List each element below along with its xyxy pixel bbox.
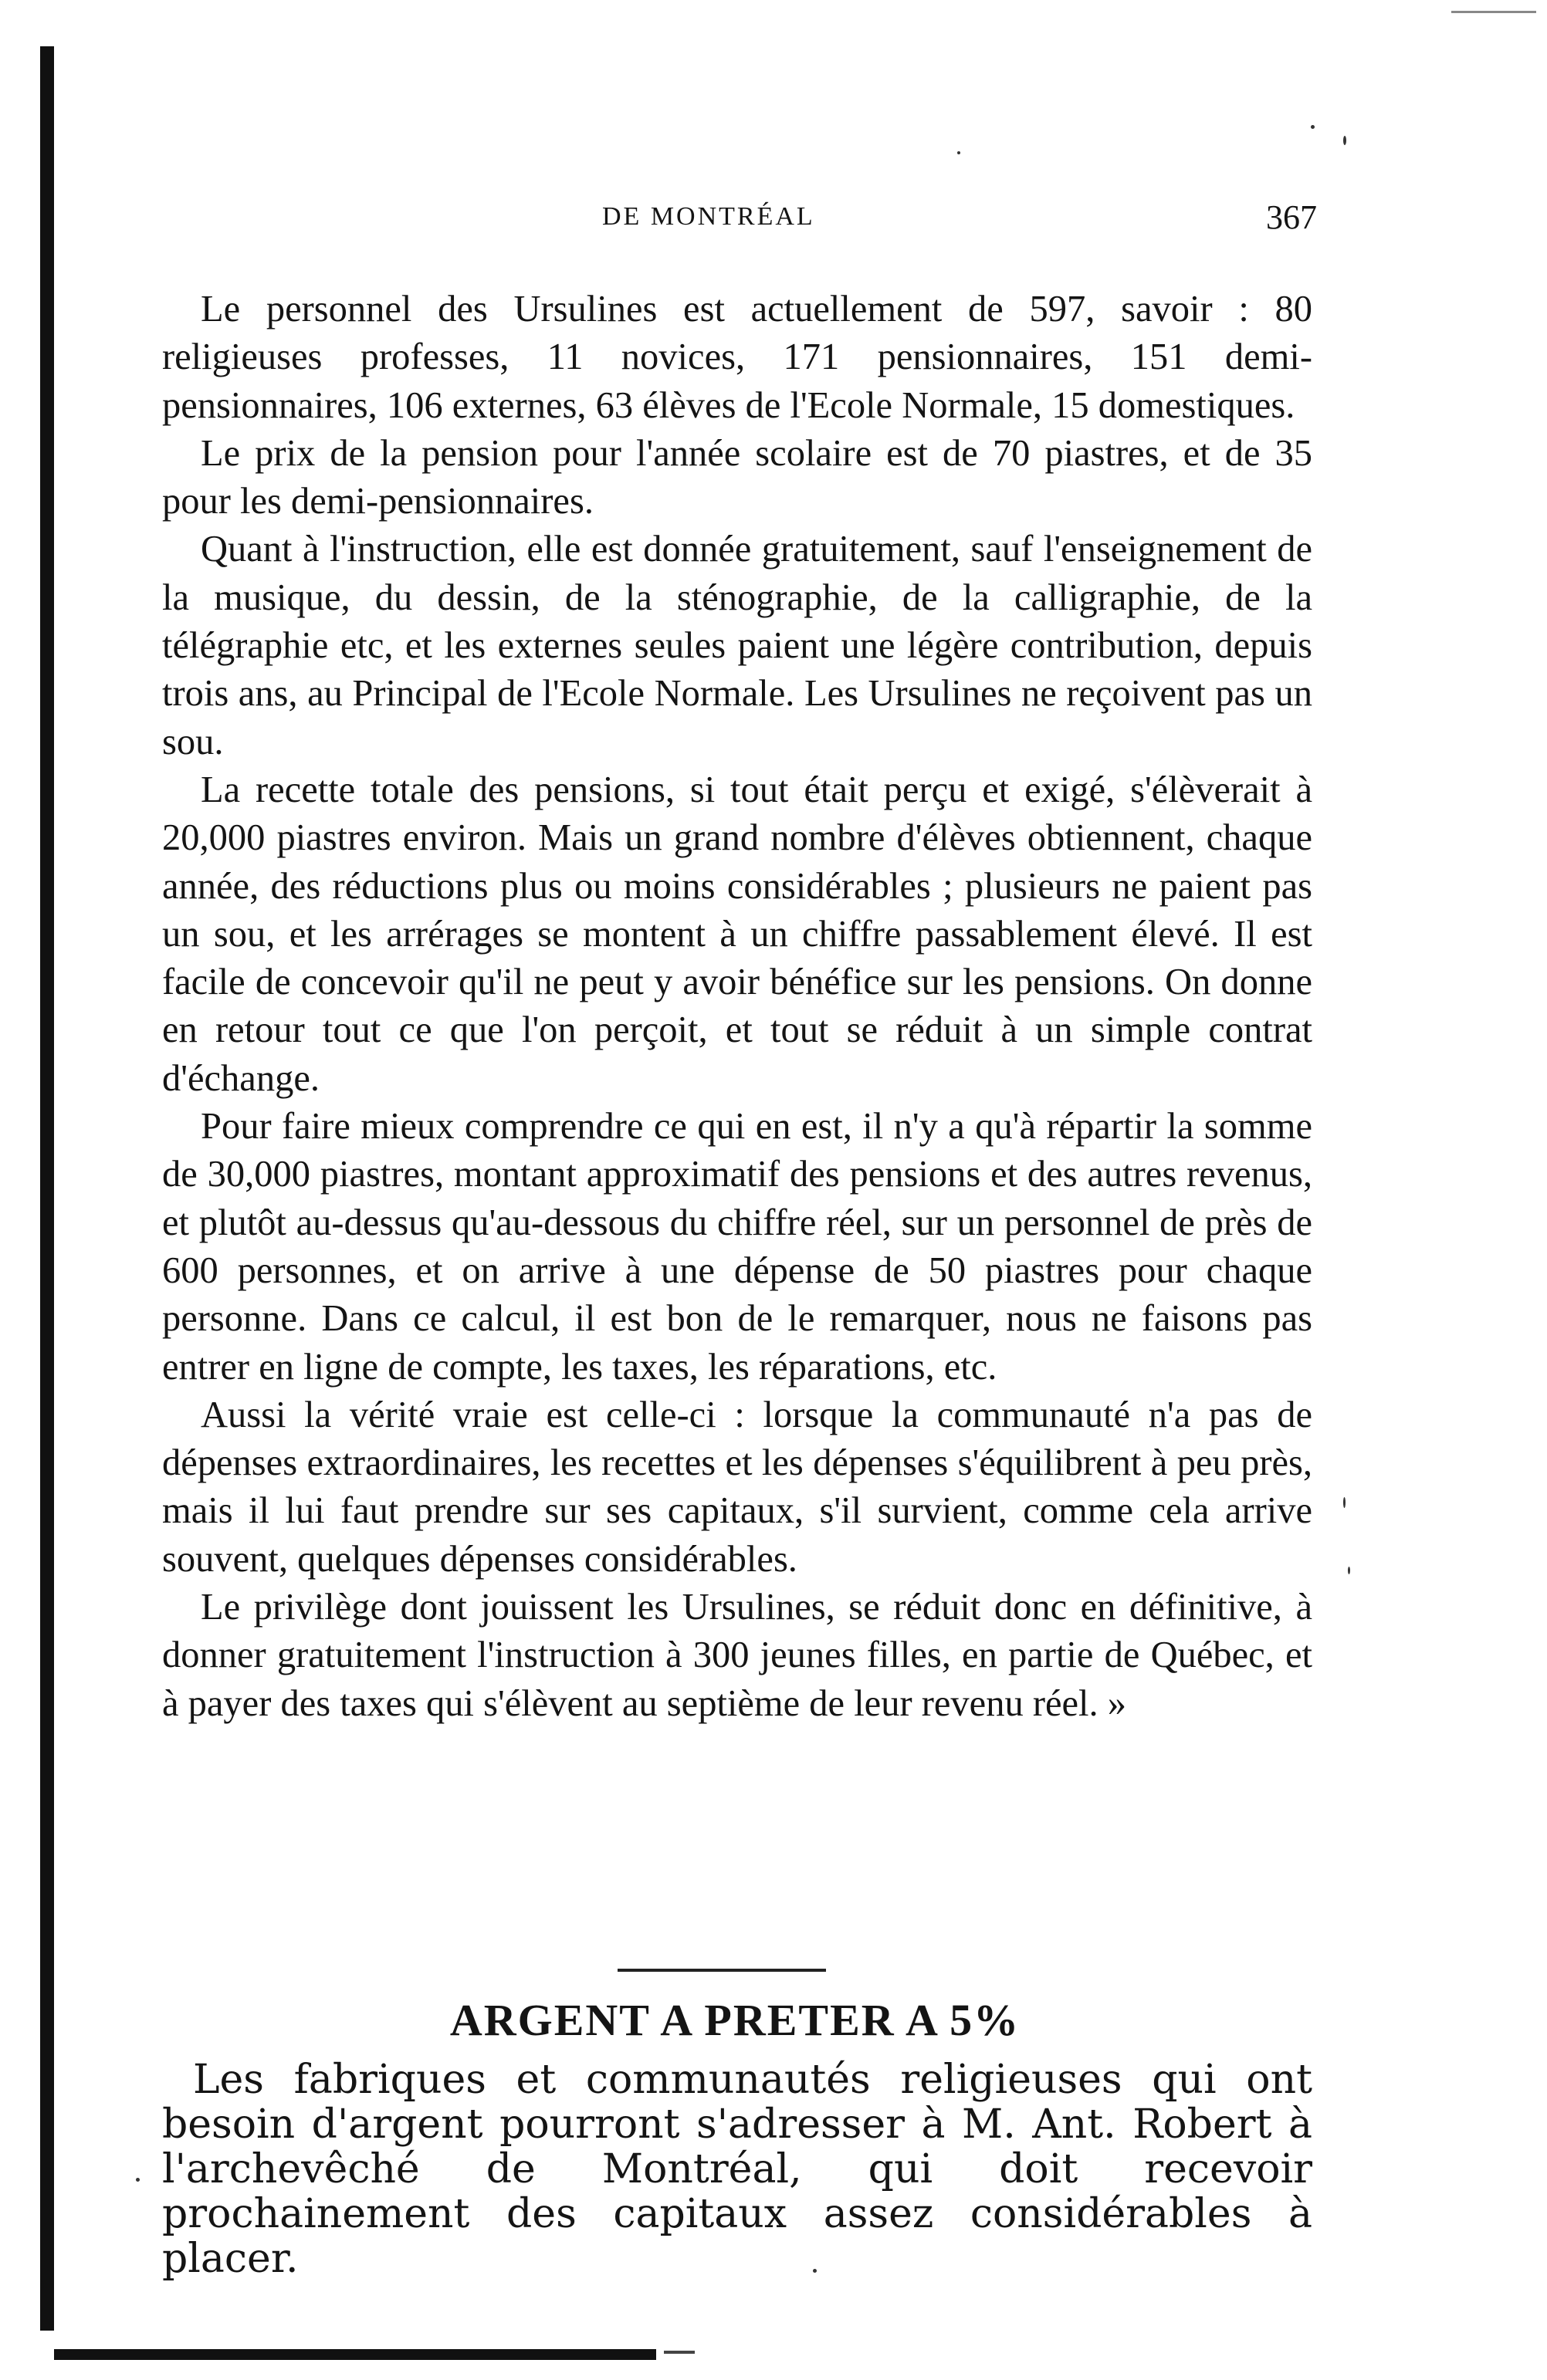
page-number: 367 (1266, 198, 1317, 236)
corner-mark (1451, 11, 1536, 13)
print-speck (1311, 125, 1315, 129)
print-speck (957, 151, 960, 154)
print-speck (136, 2178, 140, 2182)
bottom-rule-fragment (664, 2351, 695, 2354)
binding-edge (40, 46, 54, 2331)
article-body (162, 286, 1312, 1728)
notice-paragraph: Les fabriques et communautés religieuses qui ont besoin d'argent pourront s'adresser à M. Ant. Robert à l'archevêché de Montréal, qui doit recevoir prochainement des capitaux assez considérables à placer. (162, 2057, 1312, 2282)
print-speck (1343, 1497, 1346, 1508)
paragraph: La recette totale des pensions, si tout était perçu et exigé, s'élèverait à 20,000 piastres environ. Mais un grand nombre d'élèves obtiennent, chaque année, des réductions plus ou moins considérables ; plusieurs ne paient pas un sou, et les arrérages se montent à un chiffre passablement élevé. Il est facile de concevoir qu'il ne peut y avoir bénéfice sur les pensions. On donne en retour tout ce que l'on perçoit, et tout se réduit à un simple contrat d'échange. (162, 769, 1312, 1099)
paragraph: Pour faire mieux comprendre ce qui en est, il n'y a qu'à répartir la somme de 30,000 piastres, montant approximatif des pensions et des autres revenus, et plutôt au-dessus qu'au-dessous du chiffre réel, sur un personnel de près de 600 personnes, et on arrive à une dépense de 50 piastres pour chaque personne. Dans ce calcul, il est bon de le remarquer, nous ne faisons pas entrer en ligne de compte, les taxes, les réparations, etc. (162, 1106, 1312, 1388)
paragraph: Le prix de la pension pour l'année scolaire est de 70 piastres, et de 35 pour les demi-pensionnaires. (162, 432, 1312, 522)
section-divider (618, 1969, 826, 1972)
print-speck (813, 2269, 817, 2273)
bottom-rule (54, 2349, 656, 2360)
paragraph: Le privilège dont jouissent les Ursulines, se réduit donc en définitive, à donner gratuitement l'instruction à 300 jeunes filles, en partie de Québec, et à payer des taxes qui s'élèvent au septième de leur revenu réel. » (162, 1587, 1312, 1724)
running-head: DE MONTRÉAL (602, 202, 815, 231)
paragraph: Quant à l'instruction, elle est donnée gratuitement, sauf l'enseignement de la musique, du dessin, de la sténographie, de la calligraphie, de la télégraphie etc, et les externes seules paient une légère contribution, depuis trois ans, au Principal de l'Ecole Normale. Les Ursulines ne reçoivent pas un sou. (162, 529, 1312, 762)
paragraph: Le personnel des Ursulines est actuellement de 597, savoir : 80 religieuses professes, 11 novices, 171 pensionnaires, 151 demi-pensionnaires, 106 externes, 63 élèves de l'Ecole Normale, 15 domestiques. (162, 289, 1312, 426)
notice-title: ARGENT A PRETER A 5% (449, 1995, 1021, 2045)
notice-body (162, 2057, 1312, 2281)
print-speck (1348, 1567, 1350, 1574)
print-speck (1343, 136, 1346, 145)
paragraph: Aussi la vérité vraie est celle-ci : lorsque la communauté n'a pas de dépenses extraordinaires, les recettes et les dépenses s'équilibrent à peu près, mais il lui faut prendre sur ses capitaux, s'il survient, comme cela arrive souvent, quelques dépenses considérables. (162, 1394, 1312, 1580)
